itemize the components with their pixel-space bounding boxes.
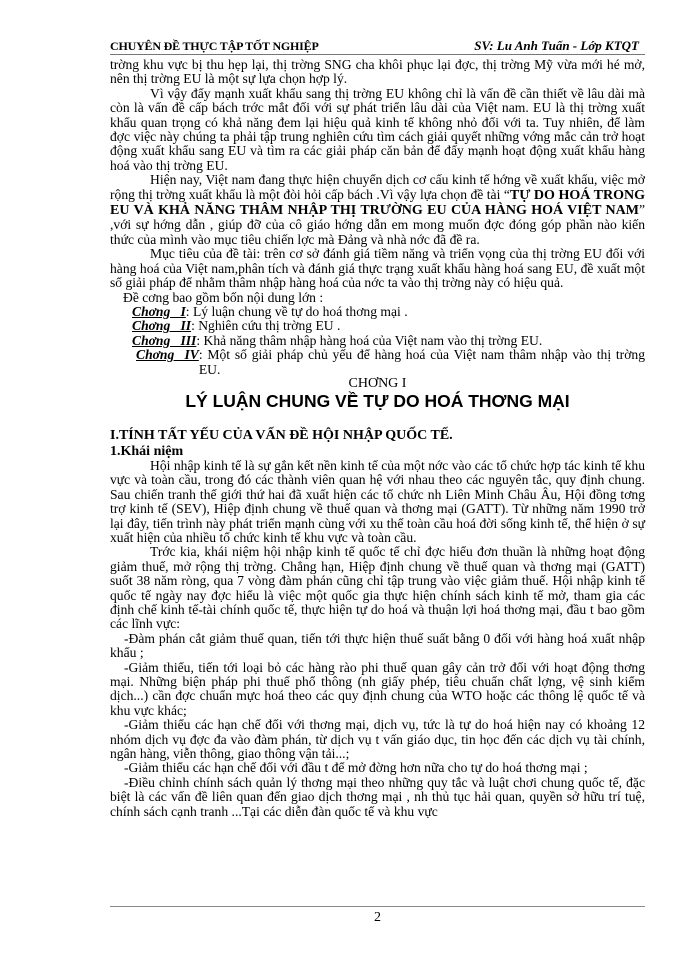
chapter-label: Chơng III — [132, 332, 197, 348]
intro-paragraph-4: Mục tiêu của đề tài: trên cơ sở đánh giá tiềm năng và triển vọng của thị trờng EU đối với hàng hoá của Việt nam,phân tích và đánh giá thực trạng xuất khẩu hàng hoá sang EU, đề xuất một số giải pháp để nhằm thâm nhập hàng hoá của nớc ta vào thị trờng này có hiệu quả. — [110, 246, 645, 291]
intro-paragraph-1: trờng khu vực bị thu hẹp lại, thị trờng SNG cha khôi phục lại đợc, thị trờng Mỹ vừa mới hé mở, nên thị trờng EU là một sự lựa chọn hợp lý. — [110, 57, 645, 87]
chapter-desc: : Một số giải pháp chủ yếu để hàng hoá của Việt nam thâm nhập vào thị trờng EU. — [198, 347, 645, 377]
bullet-item: -Điều chỉnh chính sách quản lý thơng mại theo những quy tắc và luật chơi chung quốc tế, đặc biệt là các vấn đề liên quan đến giao dịch thơng mại , nh thủ tục hải quan, quyền sở hữu trí tuệ, chính sách cạnh tranh ...Tại các diễn đàn quốc tế và khu vực — [110, 774, 645, 819]
page-body — [110, 58, 645, 819]
intro-paragraph-2: Vì vậy đẩy mạnh xuất khẩu sang thị trờng EU không chỉ là vấn đề cần thiết về lâu dài mà còn là vấn đề cấp bách trớc mắt đối với sự phát triển lâu dài của Việt nam. EU là thị trờng xuất khẩu quan trọng có khả năng đem lại hiệu quả kinh tế không nhỏ đối với ta. Tuy nhiên, để làm đợc việc này chúng ta phải tập trung nghiên cứu tìm cách giải quyết những vớng mắc cản trở hoạt động xuất khẩu sang EU và tìm ra các giải pháp căn bản để đẩy mạnh hoạt động xuất khẩu hàng hoá vào thị trờng EU. — [110, 85, 645, 173]
chapter-outline-item — [110, 305, 645, 319]
outline-intro: Đề cơng bao gồm bốn nội dung lớn : — [123, 289, 324, 305]
chapter-number: CHƠNG I — [348, 375, 407, 391]
bullet-item: -Đàm phán cắt giảm thuế quan, tiến tới thực hiện thuế suất bằng 0 đối với hàng hoá xuất nhập khẩu ; — [110, 630, 645, 661]
thesis-topic-title: TỰ DO HOÁ TRONG EU VÀ KHẢ NĂNG THÂM NHẬP THỊ TRƯỜNG EU CỦA HÀNG HOÁ VIỆT NAM — [110, 187, 645, 219]
chapter-label: Chơng IV — [136, 347, 199, 363]
section-title: I.TÍNH TẤT YẾU CỦA VẤN ĐỀ HỘI NHẬP QUỐC TẾ. — [110, 427, 453, 443]
page-header — [110, 38, 645, 55]
chapter-desc: : Khả năng thâm nhập hàng hoá của Việt nam vào thị trờng EU. — [196, 332, 543, 348]
subsection-title: 1.Khái niệm — [110, 443, 184, 459]
bullet-item: -Giảm thiểu các hạn chế đối với đầu t để mở đờng hơn nữa cho tự do hoá thơng mại ; — [124, 760, 588, 776]
header-author: SV: Lu Anh Tuấn - Lớp KTQT — [474, 38, 639, 53]
footer-divider — [110, 906, 645, 907]
chapter-label: Chơng I — [132, 303, 186, 319]
chapter-outline-item — [110, 334, 645, 348]
bullet-item: -Giảm thiểu các hạn chế đối với thơng mại, dịch vụ, tức là tự do hoá hiện nay có khoảng 12 nhóm dịch vụ đợc đa vào đàm phán, từ dịch vụ t vấn giáo dục, tin học đến các dịch vụ tài chính, ngân hàng, viễn thông, giao thông vận tải...; — [110, 717, 645, 762]
intro-paragraph-3 — [110, 173, 645, 247]
chapter-label: Chơng II — [132, 318, 192, 334]
page-number: 2 — [374, 910, 381, 925]
chapter-desc: : Nghiên cứu thị trờng EU . — [191, 318, 341, 334]
section-paragraph-2: Trớc kia, khái niệm hội nhập kinh tế quốc tế chỉ đợc hiểu đơn thuần là những hoạt động giảm thuế, mở rộng thị trờng. Chẳng hạn, Hiệp định chung về thuế quan và thơng mại (GATT) suốt 38 năm ròng, qua 7 vòng đàm phán cũng chỉ tập trung vào việc giảm thuế. Hội nhập kinh tế quốc tế ngày nay đợc hiểu là việc một quốc gia thực hiện chính sách kinh tế mở, tham gia các định chế kinh tế-tài chính quốc tế, thực hiện tự do hoá và thuận lợi hoá thơng mại, đầu t bao gồm các lĩnh vực: — [110, 544, 645, 632]
chapter-title: LÝ LUẬN CHUNG VỀ TỰ DO HOÁ THƠNG MẠI — [185, 390, 570, 411]
chapter-outline-item — [110, 319, 645, 333]
chapter-desc: : Lý luận chung về tự do hoá thơng mại . — [185, 303, 408, 319]
section-paragraph-1: Hội nhập kinh tế là sự gắn kết nền kinh tế của một nớc vào các tổ chức hợp tác kinh tế khu vực và toàn cầu, trong đó các thành viên quan hệ với nhau theo các nguyên tắc, quy định chung. Sau chiến tranh thế giới thứ hai đã xuất hiện các tổ chức nh Liên Minh Châu Âu, Hội đồng tơng trợ kinh tế (SEV), Hiệp định chung về thuế quan và thơng mại (GATT). Từ những năm 1990 trở lại đây, tiến trình này phát triển mạnh cùng với xu thế toàn cầu hoá đời sống kinh tế, thể hiện ở sự xuất hiện của nhiều tổ chức kinh tế khu vực và toàn cầu. — [110, 457, 645, 545]
header-title: CHUYÊN ĐỀ THỰC TẬP TỐT NGHIỆP — [110, 39, 319, 53]
chapter-outline-list — [110, 305, 645, 377]
chapter-outline-item — [110, 348, 645, 377]
intro-p3-after: ” ,với sự hớng dẫn , giúp đỡ của cô giáo hớng dẫn em mong muốn đợc đóng góp phần nào kiến thức của mình vào mục tiêu chiến lợc mà Đảng và nhà nớc đã đề ra. — [110, 202, 645, 247]
bullet-item: -Giảm thiểu, tiến tới loại bỏ các hàng rào phi thuế quan gây cản trở đối với hoạt động thơng mại. Những biện pháp phi thuế phổ thông (nh giấy phép, tiêu chuẩn chất lợng, vệ sinh kiểm dịch...) cần đợc chuẩn mực hoá theo các quy định chung của WTO hoặc các thông lệ quốc tế và khu vực khác; — [110, 659, 645, 718]
intro-p3-before: Hiện nay, Việt nam đang thực hiện chuyển dịch cơ cấu kinh tế hớng về xuất khẩu, việc mở rộng thị trờng xuất khẩu là một đòi hỏi cấp bách .Vì vậy lựa chọn đề tài “ — [110, 172, 645, 202]
